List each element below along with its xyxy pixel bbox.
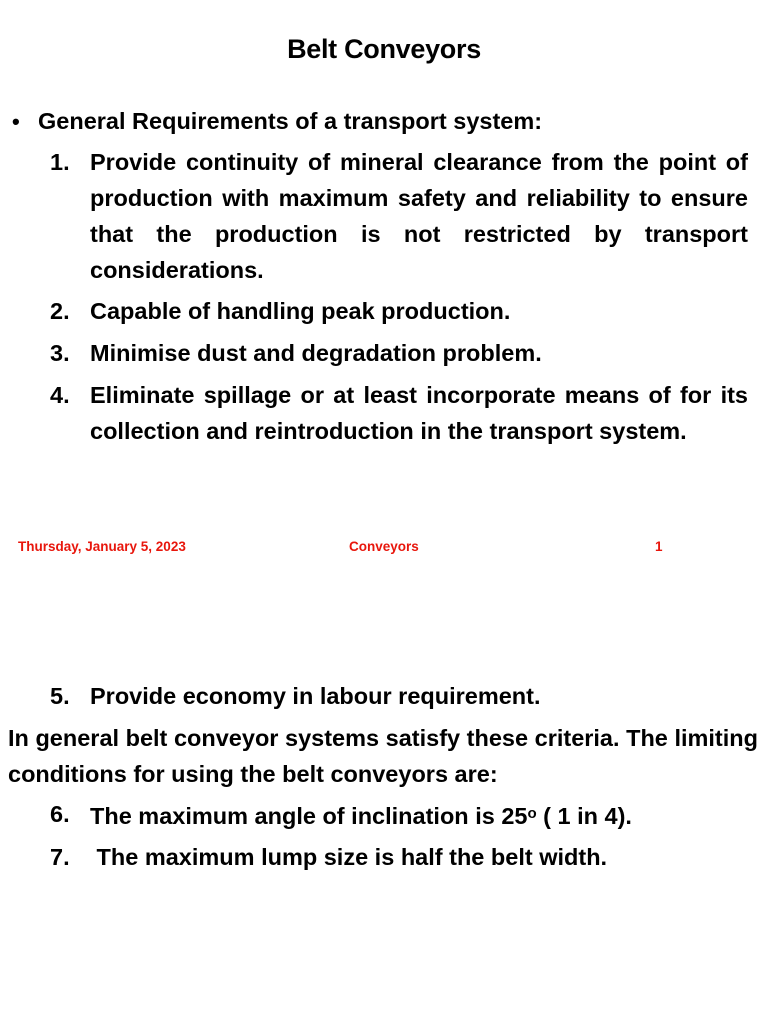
list-item-text: The maximum lump size is half the belt width. (90, 844, 608, 870)
criteria-paragraph: In general belt conveyor systems satisfy these criteria. The limiting conditions for using the belt conveyors are: (8, 725, 758, 787)
list-item-text: Capable of handling peak production. (90, 298, 511, 324)
list-item-text: Provide continuity of mineral clearance from the point of production with maximum safety and reliability to ensure that the production is not restricted by transport considerations. (90, 149, 748, 283)
bullet-symbol: • (12, 109, 20, 134)
list-item (50, 678, 748, 714)
footer-date: Thursday, January 5, 2023 (18, 539, 186, 554)
list-item-text: Minimise dust and degradation problem. (90, 340, 542, 366)
list-item (50, 377, 748, 449)
list-item-number: 3. (50, 340, 70, 366)
list-item (50, 293, 748, 329)
degree-symbol: o (527, 805, 537, 822)
list-item-text (90, 796, 748, 834)
list-item-number: 4. (50, 382, 70, 408)
slide-2 (0, 580, 768, 1024)
list-item-text: Provide economy in labour requirement. (90, 683, 541, 709)
list-item (50, 335, 748, 371)
inclination-text: The maximum angle of inclination is 25 (90, 803, 528, 829)
list-item-number: 5. (50, 683, 70, 709)
list-item-number: 7. (50, 844, 70, 870)
footer-page-number: 1 (655, 539, 663, 554)
bullet-heading (12, 106, 758, 137)
list-item-number: 6. (50, 801, 70, 827)
slide-title: Belt Conveyors (287, 34, 481, 64)
bullet-text: General Requirements of a transport system: (38, 108, 543, 134)
list-item (50, 796, 748, 834)
list-item (50, 839, 748, 875)
list-item-number: 2. (50, 298, 70, 324)
list-item-number: 1. (50, 149, 70, 175)
list-item (50, 144, 748, 288)
list-item-text: Eliminate spillage or at least incorporate means of for its collection and reintroduction in the transport system. (90, 382, 748, 444)
footer-title: Conveyors (349, 539, 419, 554)
inclination-ratio: ( 1 in 4). (536, 803, 632, 829)
